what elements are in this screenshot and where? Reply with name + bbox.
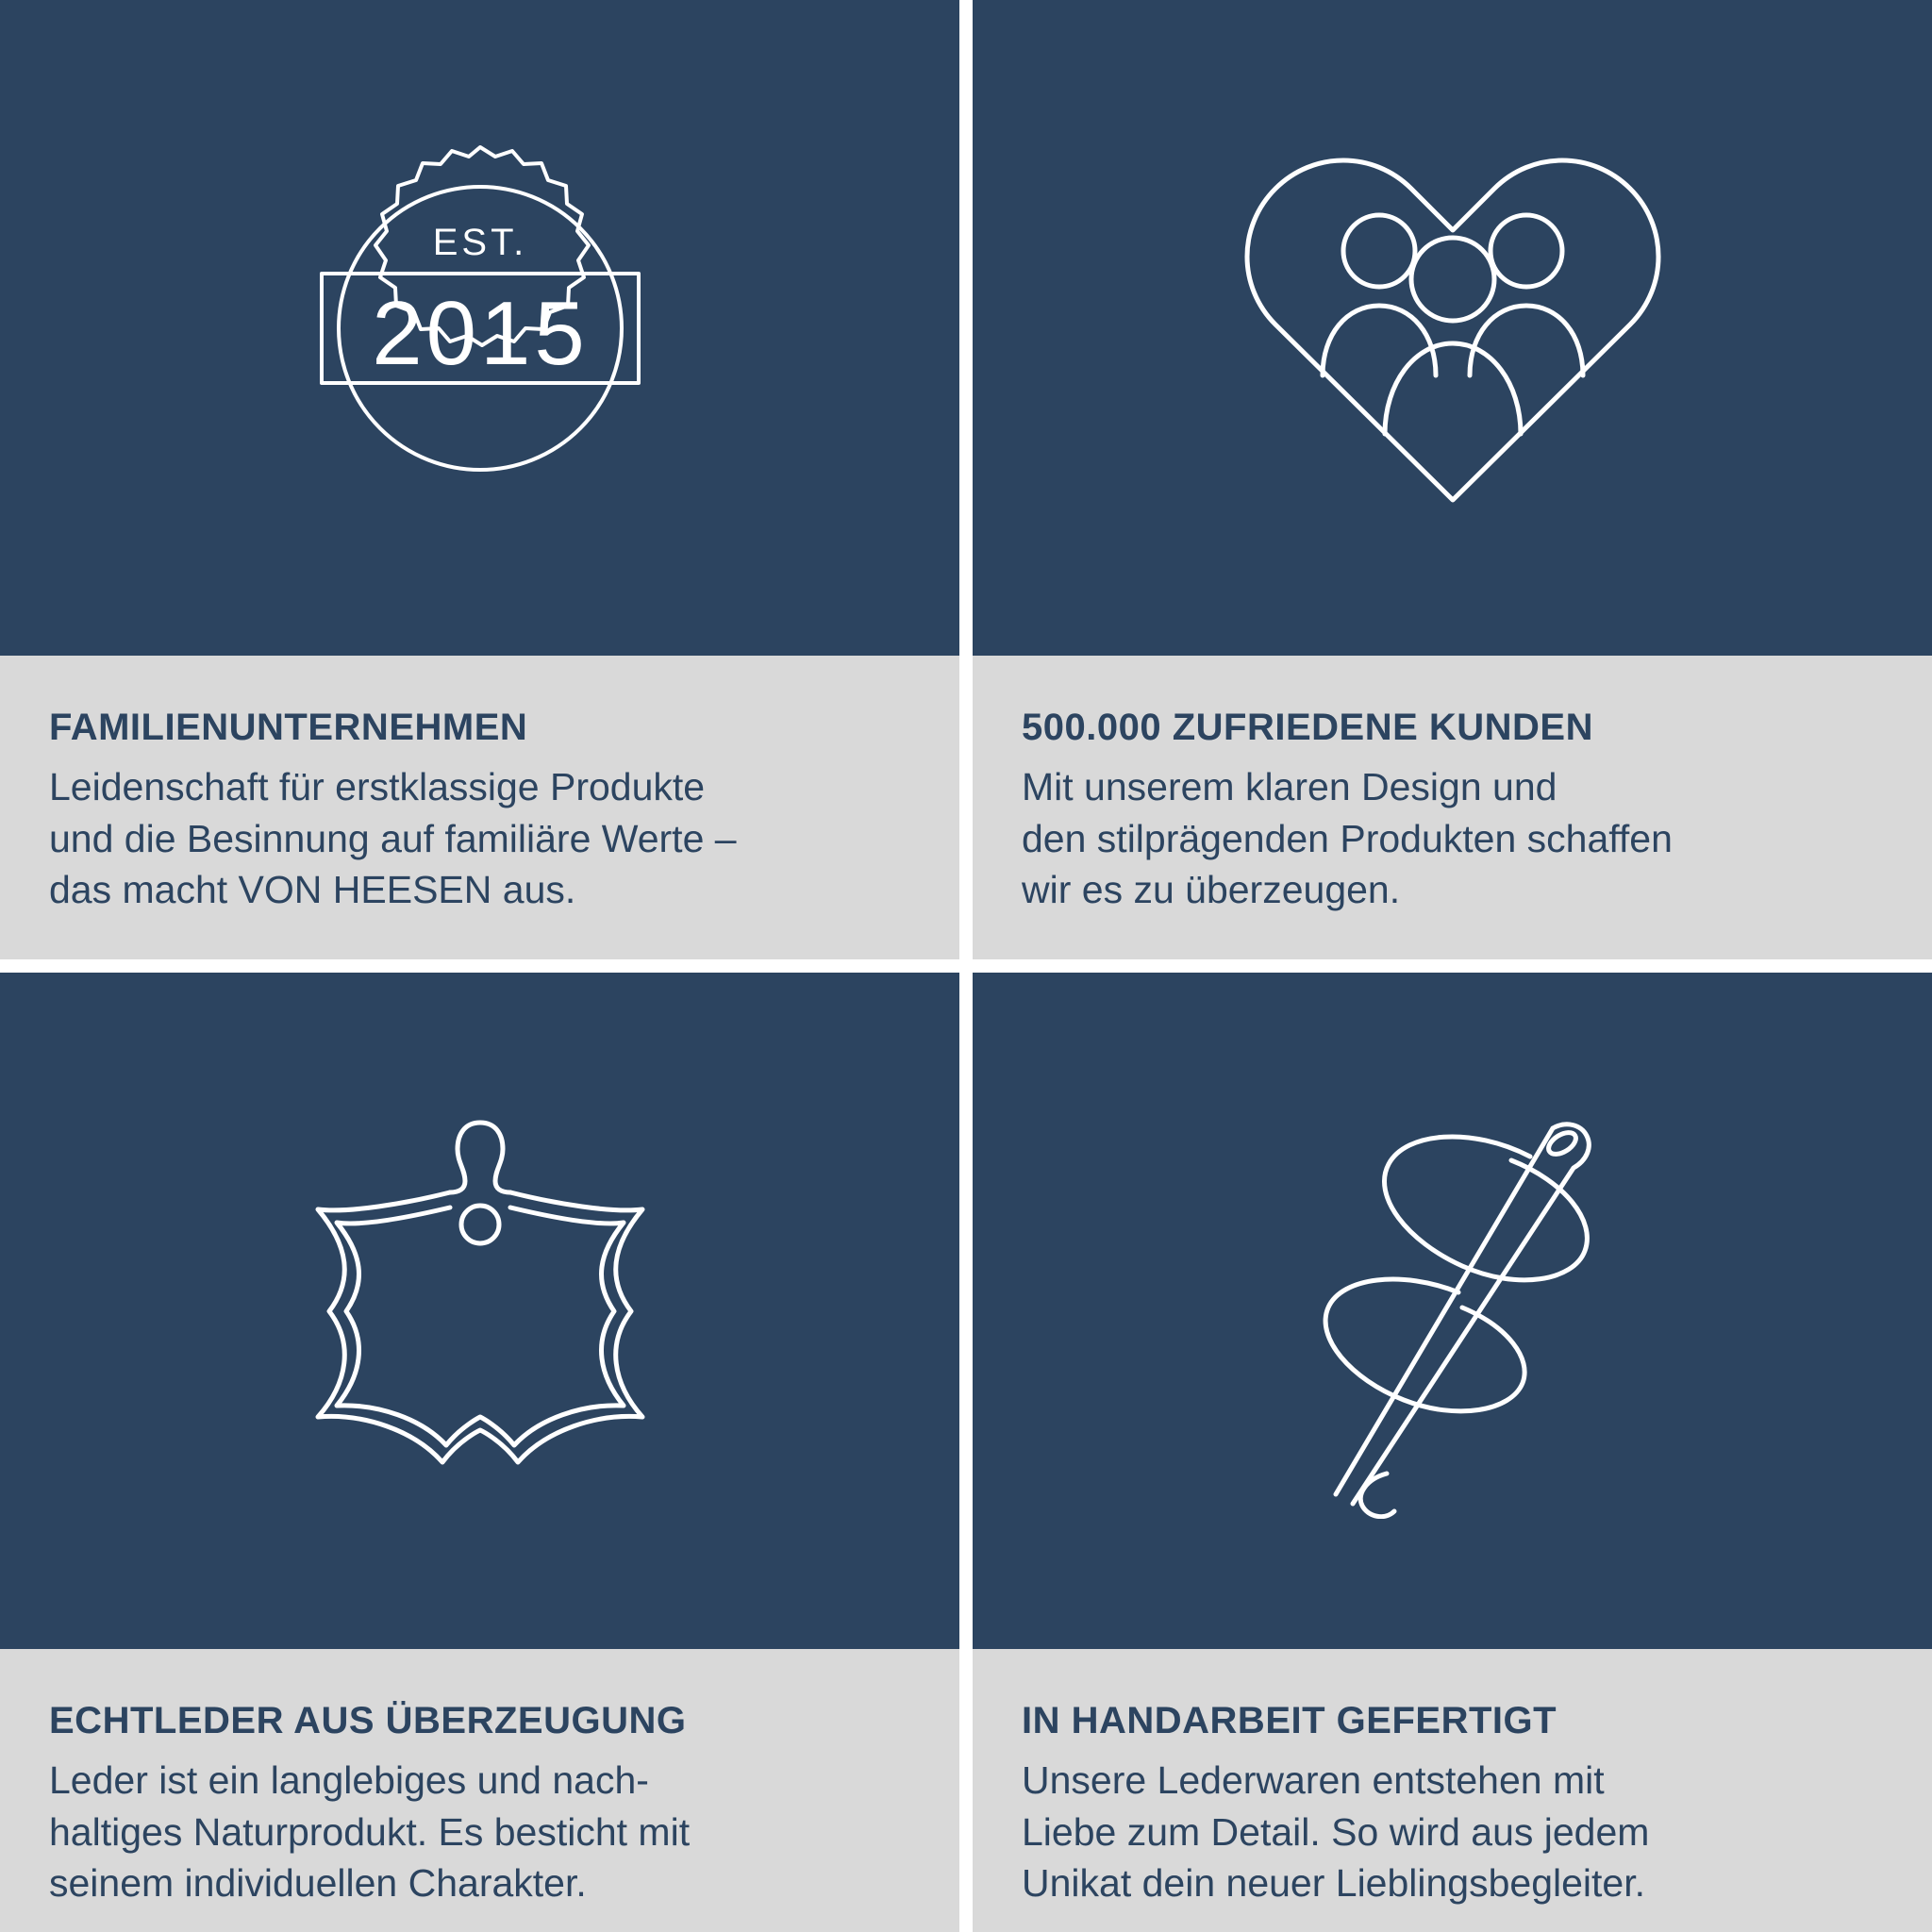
badge-est-text: EST. [432,221,527,263]
card-body-line: wir es zu überzeugen. [1022,868,1401,912]
card-body-line: Leidenschaft für erstklassige Produkte [49,765,706,808]
text-area [0,656,959,959]
card-body-line: das macht VON HEESEN aus. [49,868,576,912]
est-2015-badge-icon [273,130,688,526]
card-body-line: Leder ist ein langlebiges und nach- [49,1758,649,1802]
card-title: ECHTLEDER AUS ÜBERZEUGUNG [49,1700,687,1741]
icon-area [973,973,1932,1649]
card-body-line: den stilprägenden Produkten schaffen [1022,816,1673,860]
needle-and-thread-icon [1274,1104,1632,1519]
icon-area [0,0,959,656]
text-area [0,1649,959,1932]
feature-card-familienunternehmen [0,0,959,959]
card-title: 500.000 ZUFRIEDENE KUNDEN [1022,707,1593,748]
feature-card-zufriedene-kunden [973,0,1932,959]
card-body-line: haltiges Naturprodukt. Es besticht mit [49,1809,691,1854]
text-area [973,656,1932,959]
card-body [1022,1755,1883,1909]
badge-year-text: 2015 [371,282,589,384]
card-body-line: Liebe zum Detail. So wird aus jedem [1022,1809,1650,1854]
card-body [49,761,910,916]
heart-with-people-icon [1236,140,1670,517]
card-title: FAMILIENUNTERNEHMEN [49,707,528,748]
card-body-line: Unikat dein neuer Lieblingsbegleiter. [1022,1861,1646,1906]
card-body-line: Mit unserem klaren Design und [1022,765,1557,808]
text-area [973,1649,1932,1932]
feature-card-handarbeit [973,973,1932,1932]
card-body-line: und die Besinnung auf familiäre Werte – [49,816,737,860]
feature-card-echtleder [0,973,959,1932]
card-body [1022,761,1883,916]
leather-hide-icon [291,1113,669,1509]
icon-area [0,973,959,1649]
card-body-line: Unsere Lederwaren entstehen mit [1022,1758,1605,1802]
icon-area [973,0,1932,656]
card-body [49,1755,910,1909]
card-title: IN HANDARBEIT GEFERTIGT [1022,1700,1557,1741]
card-body-line: seinem individuellen Charakter. [49,1861,587,1906]
